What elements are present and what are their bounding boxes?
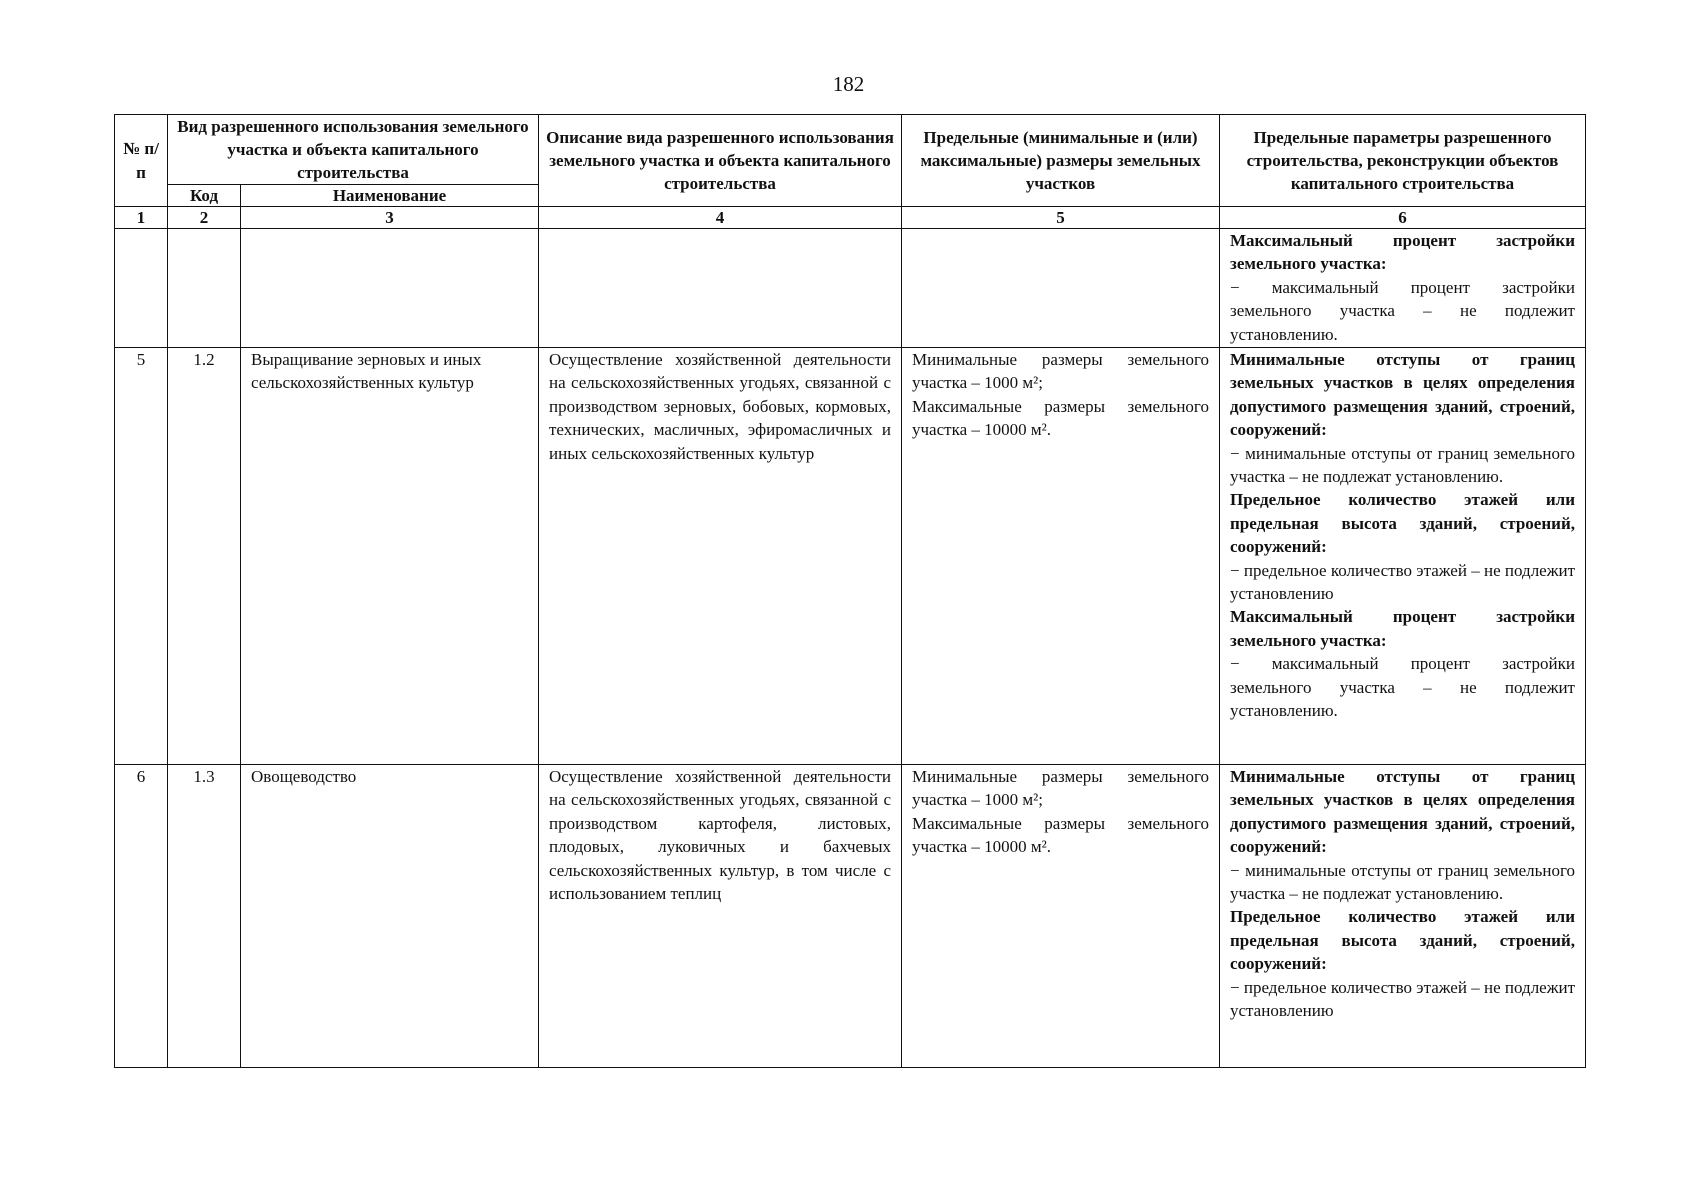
- row-sizes: [902, 765, 1220, 1068]
- row-code: 1.2: [168, 348, 241, 765]
- param-value: − предельное количество этажей – не подлежит установлению: [1230, 977, 1575, 1021]
- row-code: [168, 229, 241, 348]
- row-name: [241, 229, 539, 348]
- header-col-number: 4: [539, 207, 902, 229]
- param-heading: Минимальные отступы от границ земельных участков в целях определения допустимого размещения зданий, строений, сооружений:: [1230, 350, 1575, 440]
- table-row: [115, 229, 1586, 348]
- param-value: − максимальный процент застройки земельного участка – не подлежит установлению.: [1230, 277, 1575, 344]
- size-min: Минимальные размеры земельного участка – 1000 м²;: [912, 767, 1209, 810]
- row-name: Овощеводство: [241, 765, 539, 1068]
- param-value: − максимальный процент застройки земельного участка – не подлежит установлению.: [1230, 654, 1575, 721]
- header-code: Код: [168, 185, 241, 207]
- param-heading: Максимальный процент застройки земельного участка:: [1230, 231, 1575, 274]
- row-num: 5: [115, 348, 168, 765]
- header-col-number: 6: [1220, 207, 1586, 229]
- size-max: Максимальные размеры земельного участка – 10000 м².: [912, 396, 1209, 440]
- row-num: 6: [115, 765, 168, 1068]
- row-params: [1220, 229, 1586, 348]
- param-value: − минимальные отступы от границ земельного участка – не подлежат установлению.: [1230, 860, 1575, 904]
- table-row: [115, 348, 1586, 765]
- row-params: [1220, 765, 1586, 1068]
- header-col-number: 5: [902, 207, 1220, 229]
- header-type-group: Вид разрешенного использования земельного участка и объекта капитального строительства: [168, 115, 539, 185]
- header-sizes: Предельные (минимальные и (или) максимальные) размеры земельных участков: [902, 115, 1220, 207]
- table-row: [115, 765, 1586, 1068]
- header-num: № п/п: [115, 115, 168, 207]
- param-heading: Минимальные отступы от границ земельных участков в целях определения допустимого размещения зданий, строений, сооружений:: [1230, 767, 1575, 857]
- row-num: [115, 229, 168, 348]
- param-value: − минимальные отступы от границ земельного участка – не подлежат установлению.: [1230, 443, 1575, 487]
- page-number: 182: [832, 72, 865, 96]
- row-sizes: [902, 348, 1220, 765]
- row-sizes: [902, 229, 1220, 348]
- row-description: Осуществление хозяйственной деятельности на сельскохозяйственных угодьях, связанной с производством зерновых, бобовых, кормовых, технических, масличных, эфиромасличных и иных сельскохозяйственных культур: [539, 348, 902, 765]
- header-description: Описание вида разрешенного использования земельного участка и объекта капитального строительства: [539, 115, 902, 207]
- size-max: Максимальные размеры земельного участка – 10000 м².: [912, 813, 1209, 857]
- row-code: 1.3: [168, 765, 241, 1068]
- header-col-number: 3: [241, 207, 539, 229]
- header-name: Наименование: [241, 185, 539, 207]
- header-params: Предельные параметры разрешенного строительства, реконструкции объектов капитального строительства: [1220, 115, 1586, 207]
- row-params: [1220, 348, 1586, 765]
- land-use-table: [114, 114, 1586, 1068]
- param-heading: Предельное количество этажей или предельная высота зданий, строений, сооружений:: [1230, 490, 1575, 557]
- size-min: Минимальные размеры земельного участка – 1000 м²;: [912, 350, 1209, 393]
- param-value: − предельное количество этажей – не подлежит установлению: [1230, 560, 1575, 604]
- row-description: Осуществление хозяйственной деятельности на сельскохозяйственных угодьях, связанной с производством картофеля, листовых, плодовых, луковичных и бахчевых сельскохозяйственных культур, в том числе с использованием теплиц: [539, 765, 902, 1068]
- row-description: [539, 229, 902, 348]
- header-col-number: 1: [115, 207, 168, 229]
- row-name: Выращивание зерновых и иных сельскохозяйственных культур: [241, 348, 539, 765]
- param-heading: Максимальный процент застройки земельного участка:: [1230, 607, 1575, 650]
- header-col-number: 2: [168, 207, 241, 229]
- param-heading: Предельное количество этажей или предельная высота зданий, строений, сооружений:: [1230, 907, 1575, 974]
